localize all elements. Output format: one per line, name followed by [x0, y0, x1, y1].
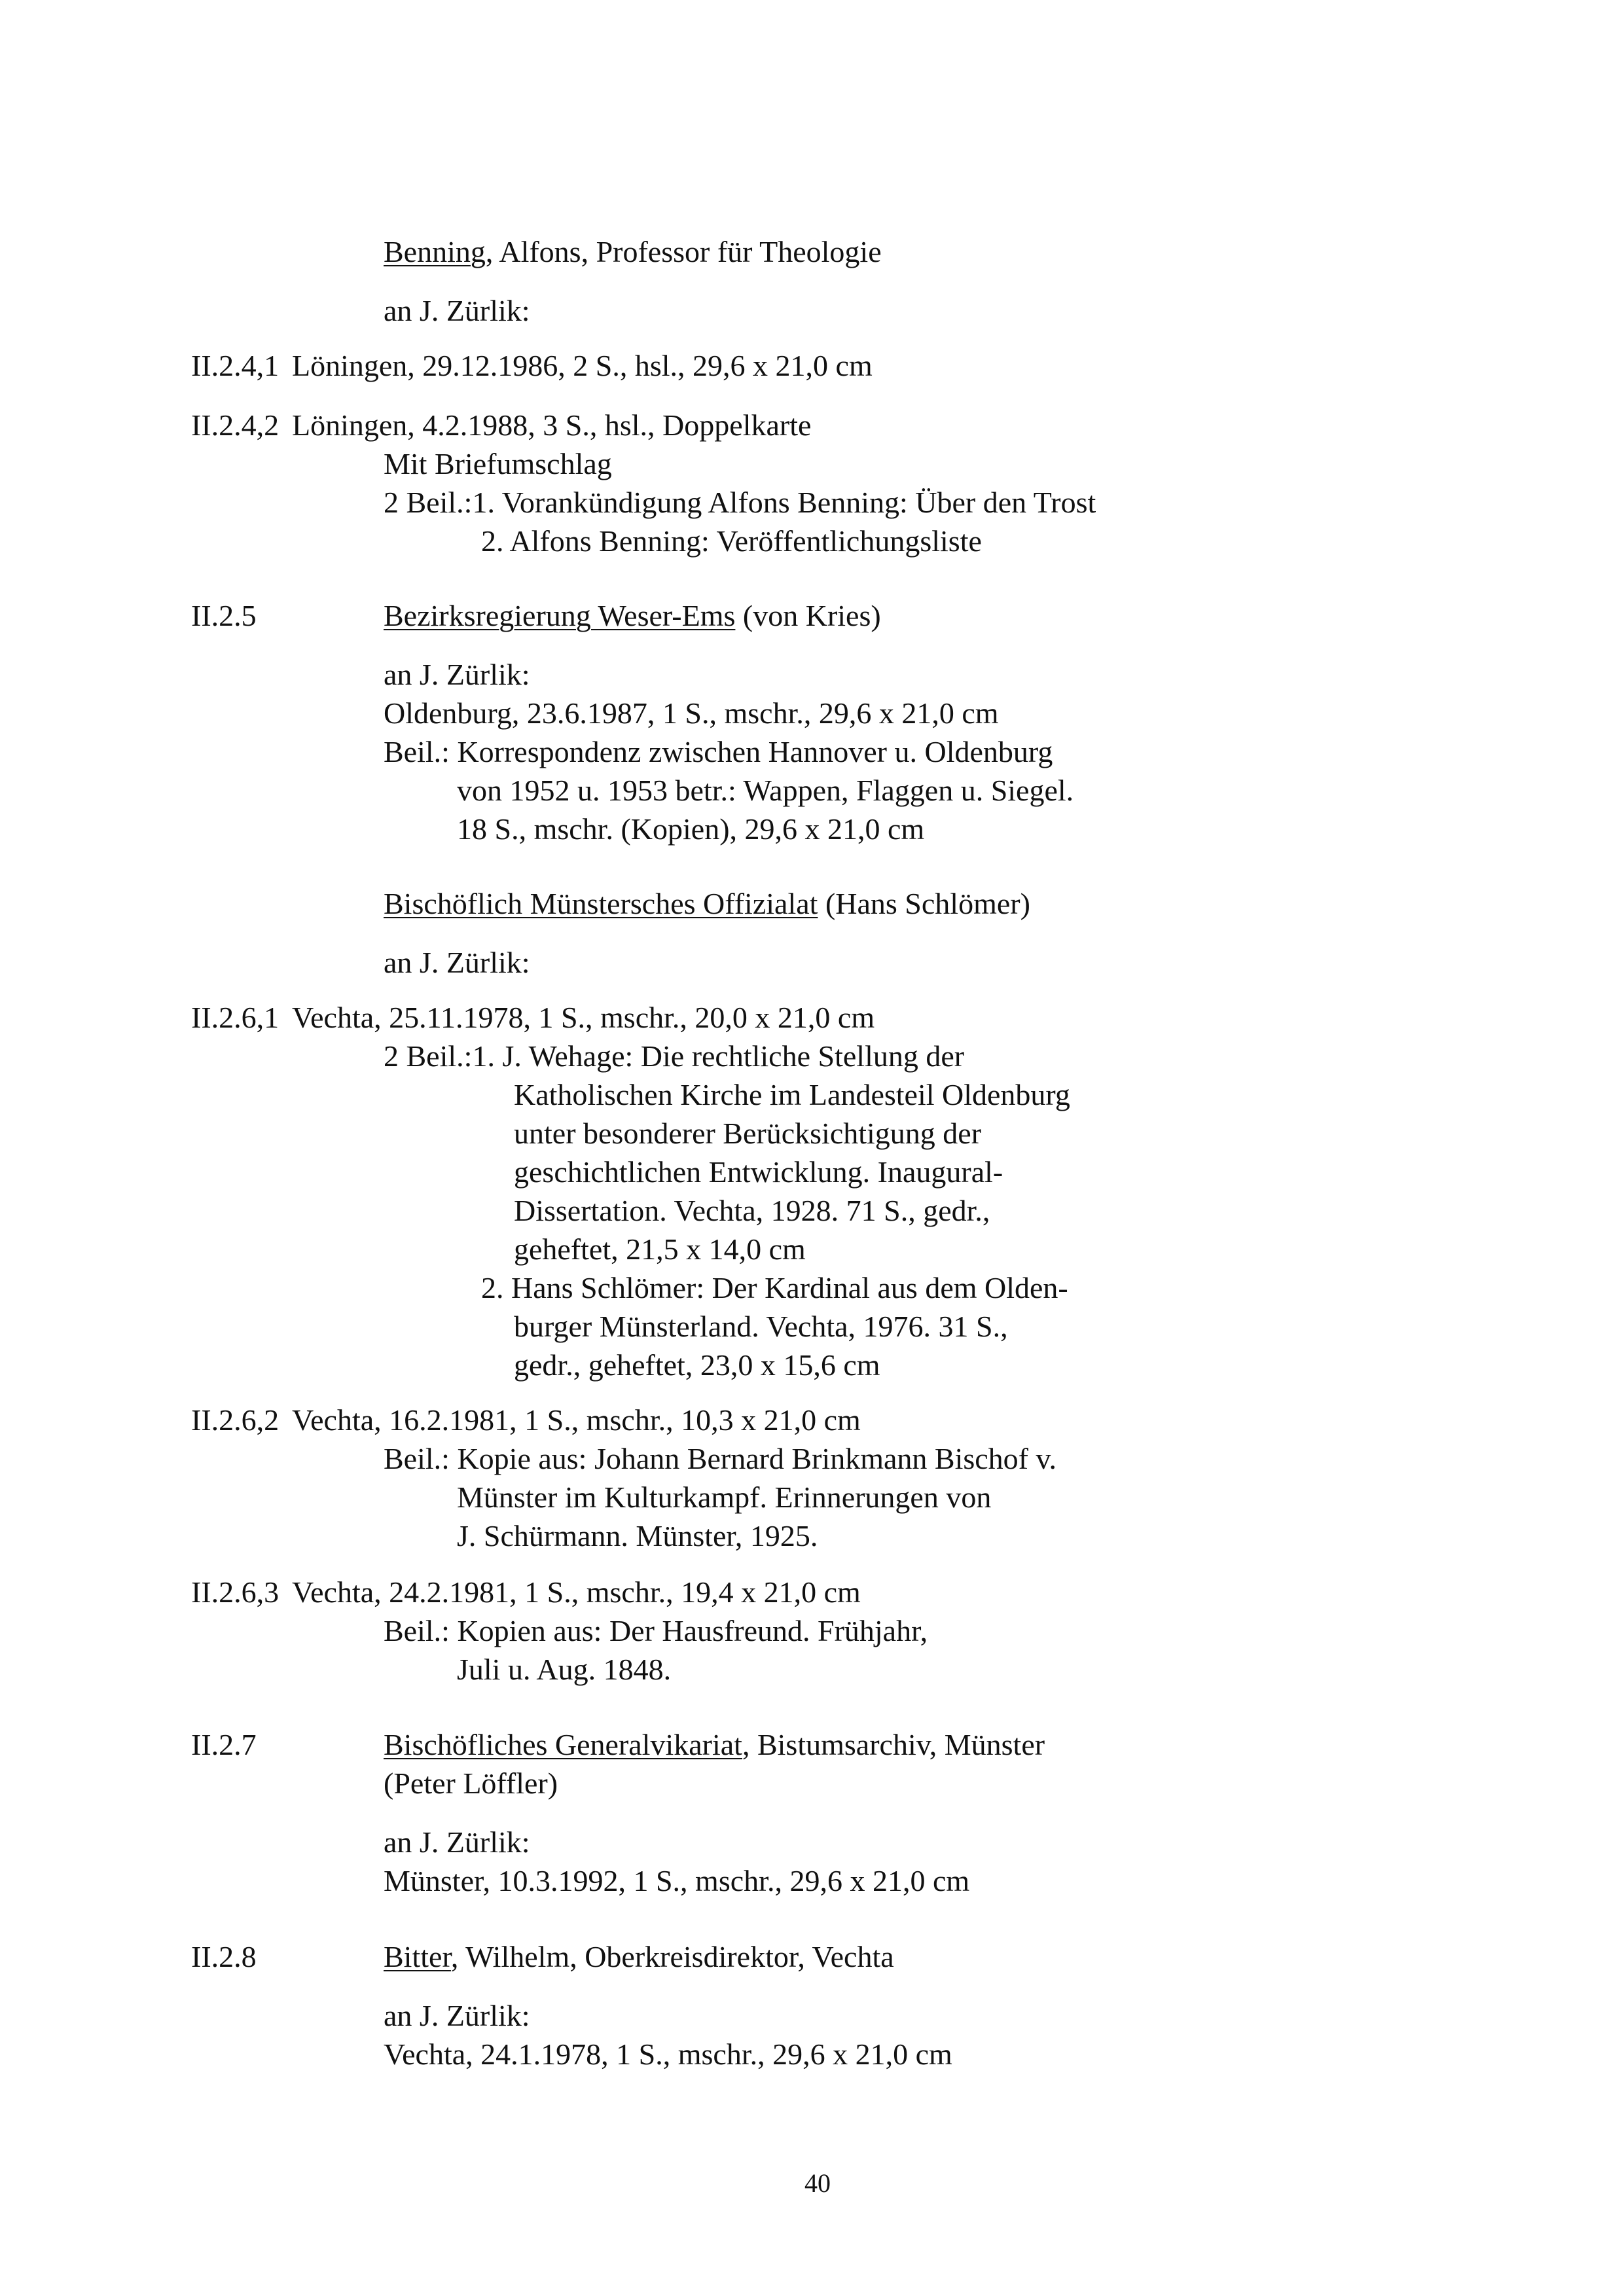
- text-segment: (Peter Löffler): [384, 1767, 558, 1800]
- text-line: [514, 1157, 1003, 1187]
- text-line: [191, 1577, 279, 1607]
- text-segment: , Wilhelm, Oberkreisdirektor, Vechta: [450, 1940, 894, 1973]
- text-line: [457, 776, 1074, 806]
- text-segment: Oldenburg, 23.6.1987, 1 S., mschr., 29,6 x 21,0 cm: [384, 696, 999, 730]
- text-line: [191, 410, 279, 440]
- text-segment: 2 Beil.:1. Vorankündigung Alfons Benning: Über den Trost: [384, 486, 1096, 519]
- text-line: [384, 1444, 1056, 1474]
- text-segment: 2. Hans Schlömer: Der Kardinal aus dem Olden-: [481, 1271, 1068, 1304]
- text-line: [384, 737, 1053, 767]
- text-segment: Dissertation. Vechta, 1928. 71 S., gedr.,: [514, 1194, 990, 1227]
- text-line: [514, 1350, 880, 1380]
- text-segment: II.2.4,2: [191, 408, 280, 442]
- text-segment: Katholischen Kirche im Landesteil Oldenburg: [514, 1078, 1070, 1111]
- text-segment: Münster im Kulturkampf. Erinnerungen von: [457, 1480, 992, 1514]
- text-segment: 2. Alfons Benning: Veröffentlichungsliste: [481, 524, 982, 558]
- text-line: [384, 1041, 964, 1071]
- text-line: [457, 1655, 671, 1685]
- text-segment: an J. Zürlik:: [384, 1999, 530, 2032]
- text-line: [191, 351, 279, 381]
- text-segment: Münster, 10.3.1992, 1 S., mschr., 29,6 x 21,0 cm: [384, 1864, 970, 1897]
- text-segment: II.2.7: [191, 1728, 257, 1761]
- text-line: [384, 1730, 1045, 1760]
- text-line: [292, 351, 873, 381]
- text-line: [292, 1405, 861, 1435]
- text-segment: II.2.5: [191, 599, 257, 632]
- text-line: [514, 1312, 1008, 1342]
- text-segment: , Alfons, Professor für Theologie: [485, 235, 882, 268]
- text-segment: an J. Zürlik:: [384, 946, 530, 979]
- text-segment: (von Kries): [735, 599, 881, 632]
- text-line: [384, 488, 1096, 518]
- text-line: [481, 526, 982, 556]
- text-segment: gedr., geheftet, 23,0 x 15,6 cm: [514, 1348, 880, 1382]
- text-segment: geheftet, 21,5 x 14,0 cm: [514, 1232, 806, 1266]
- underlined-name: Bischöfliches Generalvikariat: [384, 1728, 742, 1761]
- text-line: [384, 1768, 558, 1799]
- text-segment: Vechta, 25.11.1978, 1 S., mschr., 20,0 x 21,0 cm: [292, 1001, 875, 1034]
- underlined-name: Bitter: [384, 1940, 451, 1973]
- text-line: [292, 1577, 861, 1607]
- underlined-name: Bezirksregierung Weser-Ems: [384, 599, 736, 632]
- text-segment: Löningen, 29.12.1986, 2 S., hsl., 29,6 x 21,0 cm: [292, 349, 873, 382]
- text-line: [457, 1482, 991, 1513]
- text-segment: 2 Beil.:1. J. Wehage: Die rechtliche Stellung der: [384, 1039, 965, 1073]
- text-line: [384, 889, 1030, 919]
- text-segment: (Hans Schlömer): [818, 887, 1030, 920]
- text-line: [514, 1234, 806, 1265]
- text-segment: II.2.6,1: [191, 1001, 280, 1034]
- text-line: [384, 601, 881, 631]
- text-segment: Vechta, 16.2.1981, 1 S., mschr., 10,3 x 21,0 cm: [292, 1403, 861, 1437]
- text-line: [514, 1119, 981, 1149]
- underlined-name: Benning: [384, 235, 486, 268]
- text-line: [384, 237, 882, 267]
- text-line: [191, 1003, 279, 1033]
- text-line: [191, 1942, 257, 1972]
- text-segment: an J. Zürlik:: [384, 1825, 530, 1859]
- text-line: [384, 2039, 952, 2070]
- text-line: [457, 814, 924, 844]
- text-segment: II.2.8: [191, 1940, 257, 1973]
- underlined-name: Bischöflich Münstersches Offizialat: [384, 887, 818, 920]
- text-line: [514, 1196, 990, 1226]
- text-segment: Beil.: Kopie aus: Johann Bernard Brinkmann Bischof v.: [384, 1442, 1057, 1475]
- text-segment: II.2.6,3: [191, 1575, 280, 1609]
- text-line: [191, 601, 257, 631]
- text-segment: , Bistumsarchiv, Münster: [742, 1728, 1045, 1761]
- text-line: [191, 1730, 257, 1760]
- text-line: [191, 1405, 279, 1435]
- text-segment: von 1952 u. 1953 betr.: Wappen, Flaggen u. Siegel.: [457, 774, 1074, 807]
- text-segment: II.2.4,1: [191, 349, 280, 382]
- text-line: [384, 948, 530, 978]
- text-segment: Vechta, 24.1.1978, 1 S., mschr., 29,6 x 21,0 cm: [384, 2037, 952, 2071]
- text-line: [481, 1273, 1068, 1303]
- text-line: [514, 1080, 1070, 1110]
- text-line: [292, 1003, 875, 1033]
- text-segment: Vechta, 24.2.1981, 1 S., mschr., 19,4 x 21,0 cm: [292, 1575, 861, 1609]
- text-line: [384, 698, 999, 728]
- text-line: [384, 2001, 530, 2031]
- text-segment: II.2.6,2: [191, 1403, 280, 1437]
- text-segment: Löningen, 4.2.1988, 3 S., hsl., Doppelkarte: [292, 408, 812, 442]
- text-segment: an J. Zürlik:: [384, 294, 530, 327]
- text-segment: unter besonderer Berücksichtigung der: [514, 1117, 982, 1150]
- text-segment: 18 S., mschr. (Kopien), 29,6 x 21,0 cm: [457, 812, 925, 846]
- text-line: [384, 1942, 894, 1972]
- text-segment: burger Münsterland. Vechta, 1976. 31 S.,: [514, 1310, 1008, 1343]
- text-line: [384, 296, 530, 326]
- text-line: [292, 410, 811, 440]
- text-line: [384, 1827, 530, 1857]
- text-segment: an J. Zürlik:: [384, 658, 530, 691]
- text-line: [384, 449, 612, 479]
- page-number: 40: [804, 2168, 831, 2198]
- text-line: [384, 1866, 969, 1896]
- text-segment: Mit Briefumschlag: [384, 447, 612, 480]
- text-segment: Beil.: Kopien aus: Der Hausfreund. Frühjahr,: [384, 1614, 928, 1647]
- text-line: [384, 660, 530, 690]
- text-line: [384, 1616, 928, 1646]
- text-segment: Juli u. Aug. 1848.: [457, 1653, 672, 1686]
- text-line: [457, 1521, 818, 1551]
- text-segment: geschichtlichen Entwicklung. Inaugural-: [514, 1155, 1003, 1189]
- text-segment: J. Schürmann. Münster, 1925.: [457, 1519, 818, 1552]
- text-segment: Beil.: Korrespondenz zwischen Hannover u. Oldenburg: [384, 735, 1053, 768]
